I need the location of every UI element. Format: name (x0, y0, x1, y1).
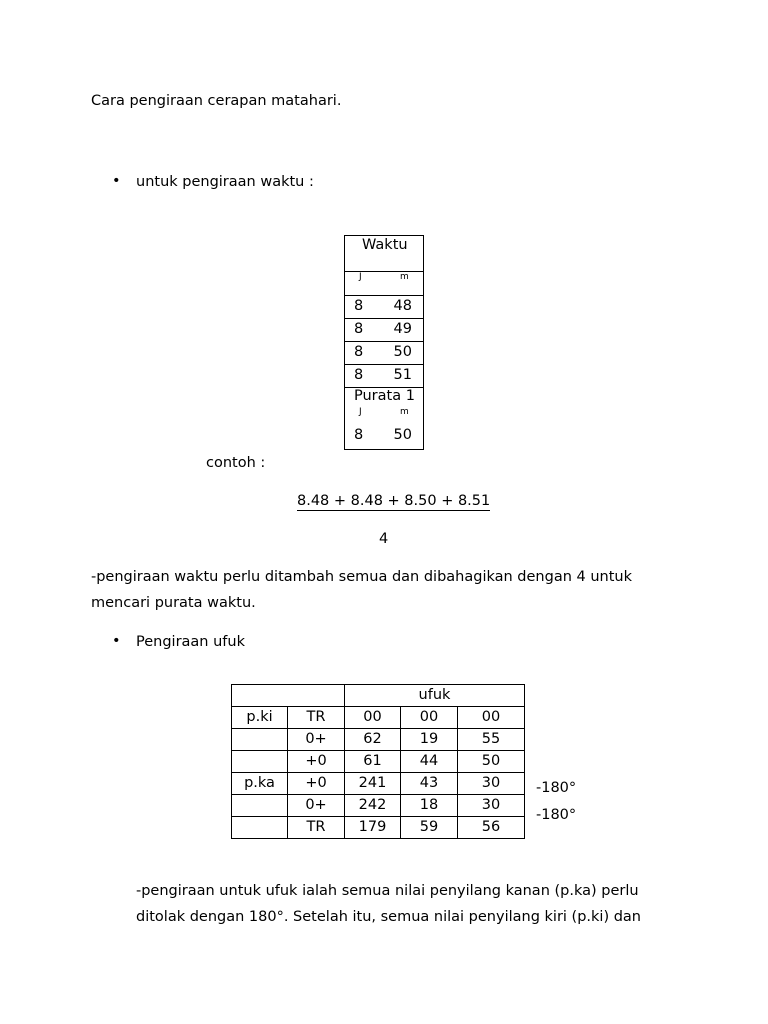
bullet-icon: • (112, 633, 121, 649)
ufuk-minute: 43 (401, 773, 458, 795)
waktu-jam: 8 (354, 298, 364, 314)
ufuk-minute: 59 (401, 817, 458, 839)
ufuk-side-label (232, 729, 288, 751)
waktu-minit: 50 (393, 344, 412, 360)
purata-unit-minit: m (400, 407, 409, 417)
ufuk-degree: 61 (345, 751, 401, 773)
ufuk-header: ufuk (345, 685, 525, 707)
waktu-jam: 8 (354, 344, 364, 360)
waktu-title-row (345, 236, 423, 271)
ufuk-row (232, 817, 525, 839)
ufuk-header-blank (232, 685, 345, 707)
ufuk-side-label: p.ka (232, 773, 288, 795)
paragraph-ufuk-line-1: -pengiraan untuk ufuk ialah semua nilai penyilang kanan (p.ka) perlu (136, 883, 639, 899)
paragraph-waktu-line-1: -pengiraan waktu perlu ditambah semua dan dibahagikan dengan 4 untuk (91, 569, 632, 585)
ufuk-row (232, 729, 525, 751)
paragraph-ufuk-line-2: ditolak dengan 180°. Setelah itu, semua nilai penyilang kiri (p.ki) dan (136, 909, 641, 925)
ufuk-position: +0 (288, 751, 345, 773)
ufuk-second: 30 (458, 795, 525, 817)
ufuk-row (232, 707, 525, 729)
ufuk-degree: 00 (345, 707, 401, 729)
waktu-minit: 49 (393, 321, 412, 337)
ufuk-header-row (232, 685, 525, 707)
purata-unit-jam: J (359, 407, 362, 417)
ufuk-side-note: -180° (536, 780, 577, 796)
ufuk-position: TR (288, 707, 345, 729)
ufuk-side-label: p.ki (232, 707, 288, 729)
ufuk-minute: 00 (401, 707, 458, 729)
ufuk-side-note: -180° (536, 807, 577, 823)
ufuk-row (232, 751, 525, 773)
paragraph-waktu-line-2: mencari purata waktu. (91, 595, 256, 611)
purata-jam: 8 (354, 427, 364, 443)
purata-row (345, 387, 423, 407)
waktu-table (344, 235, 424, 450)
waktu-row (345, 318, 423, 341)
fraction-numerator: 8.48 + 8.48 + 8.50 + 8.51 (297, 493, 491, 509)
unit-minit: m (400, 272, 409, 282)
waktu-minit: 51 (393, 367, 412, 383)
ufuk-second: 00 (458, 707, 525, 729)
ufuk-second: 30 (458, 773, 525, 795)
document-heading: Cara pengiraan cerapan matahari. (91, 93, 342, 109)
bullet-ufuk-text: Pengiraan ufuk (136, 634, 245, 650)
waktu-row (345, 364, 423, 387)
ufuk-position: 0+ (288, 729, 345, 751)
ufuk-table (231, 684, 525, 839)
ufuk-row (232, 795, 525, 817)
fraction-denominator: 4 (379, 531, 389, 547)
purata-value-row (345, 429, 423, 449)
waktu-unit-row (345, 271, 423, 295)
ufuk-minute: 44 (401, 751, 458, 773)
purata-minit: 50 (393, 427, 412, 443)
waktu-row (345, 341, 423, 364)
ufuk-position: 0+ (288, 795, 345, 817)
ufuk-minute: 18 (401, 795, 458, 817)
waktu-jam: 8 (354, 367, 364, 383)
waktu-title: Waktu (362, 237, 408, 253)
purata-label: Purata 1 (354, 388, 415, 404)
ufuk-second: 50 (458, 751, 525, 773)
ufuk-side-label (232, 817, 288, 839)
ufuk-degree: 179 (345, 817, 401, 839)
waktu-jam: 8 (354, 321, 364, 337)
bullet-icon: • (112, 173, 121, 189)
ufuk-side-label (232, 751, 288, 773)
waktu-row (345, 295, 423, 318)
ufuk-row (232, 773, 525, 795)
ufuk-position: +0 (288, 773, 345, 795)
ufuk-position: TR (288, 817, 345, 839)
ufuk-degree: 241 (345, 773, 401, 795)
purata-unit-row (345, 407, 423, 429)
waktu-minit: 48 (393, 298, 412, 314)
ufuk-second: 55 (458, 729, 525, 751)
ufuk-degree: 62 (345, 729, 401, 751)
ufuk-minute: 19 (401, 729, 458, 751)
bullet-waktu-text: untuk pengiraan waktu : (136, 174, 314, 190)
unit-jam: J (359, 272, 362, 282)
contoh-label: contoh : (206, 455, 266, 471)
ufuk-degree: 242 (345, 795, 401, 817)
ufuk-side-label (232, 795, 288, 817)
ufuk-second: 56 (458, 817, 525, 839)
